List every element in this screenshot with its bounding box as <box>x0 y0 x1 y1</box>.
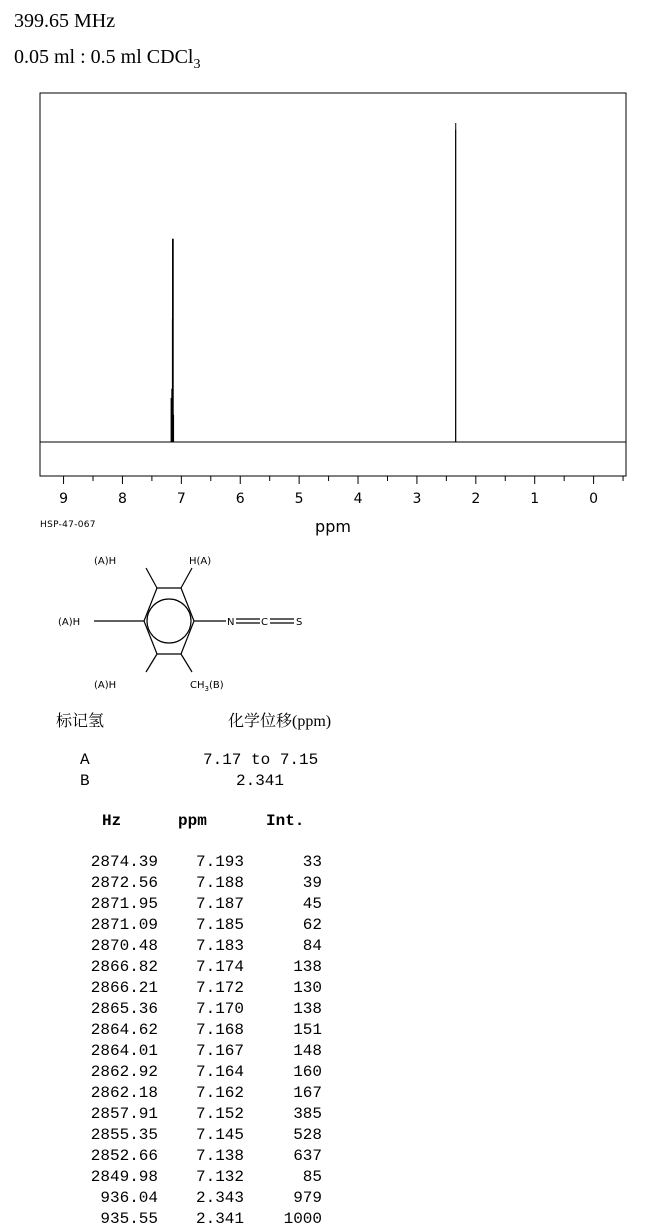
methyl-text: CH <box>190 680 205 691</box>
hz-cell: 935.55 <box>100 1210 158 1228</box>
hz-cell: 2864.01 <box>90 1042 158 1060</box>
x-tick-label: 0 <box>589 491 599 507</box>
col-header-hz: Hz <box>102 812 122 830</box>
intensity-cell: 151 <box>293 1021 322 1039</box>
table-row <box>70 852 322 873</box>
intensity-cell: 1000 <box>283 1210 322 1228</box>
bond <box>181 568 192 588</box>
atom-h-top-left: (A)H <box>94 556 117 567</box>
atom-n: N <box>227 617 235 628</box>
ppm-cell: 7.174 <box>195 958 244 976</box>
x-tick-label: 7 <box>176 491 186 507</box>
hz-cell: 2862.18 <box>90 1084 158 1102</box>
assignment-shift: 7.17 to 7.15 <box>203 751 319 769</box>
atom-s: S <box>296 617 303 628</box>
table-row <box>70 1209 322 1230</box>
aromatic-circle <box>147 599 191 643</box>
benzene-ring <box>144 588 194 654</box>
ppm-cell: 7.164 <box>195 1063 244 1081</box>
spectrometer-frequency: 399.65 MHz <box>14 10 116 32</box>
peak-series <box>171 123 456 442</box>
table-row <box>70 936 322 957</box>
sample-subscript: 3 <box>193 57 201 72</box>
atom-h-top-right: H(A) <box>189 556 212 567</box>
x-tick-label: 9 <box>59 491 69 507</box>
atom-methyl <box>190 680 224 693</box>
peak-table <box>70 852 322 1230</box>
ppm-cell: 2.343 <box>195 1189 244 1207</box>
hz-cell: 2871.95 <box>90 895 158 913</box>
hz-cell: 2864.62 <box>90 1021 158 1039</box>
intensity-cell: 385 <box>293 1105 322 1123</box>
sample-text: 0.05 ml : 0.5 ml CDCl <box>14 46 194 68</box>
molecule-structure <box>50 548 330 698</box>
x-tick-label: 5 <box>294 491 304 507</box>
x-tick-label: 1 <box>530 491 540 507</box>
table-row <box>70 1083 322 1104</box>
hz-cell: 2862.92 <box>90 1063 158 1081</box>
ppm-cell: 7.168 <box>195 1021 244 1039</box>
ppm-cell: 7.167 <box>195 1042 244 1060</box>
bond <box>146 654 157 672</box>
atom-c: C <box>261 617 268 628</box>
table-row <box>70 1062 322 1083</box>
table-row <box>70 1188 322 1209</box>
intensity-cell: 148 <box>293 1042 322 1060</box>
ppm-cell: 7.145 <box>195 1126 244 1144</box>
intensity-cell: 33 <box>302 853 322 871</box>
bond <box>181 654 192 672</box>
ppm-cell: 7.162 <box>195 1084 244 1102</box>
x-tick-label: 8 <box>117 491 127 507</box>
x-tick-label: 3 <box>412 491 422 507</box>
intensity-cell: 167 <box>293 1084 322 1102</box>
intensity-cell: 130 <box>293 979 322 997</box>
hz-cell: 2866.82 <box>90 958 158 976</box>
hz-cell: 2872.56 <box>90 874 158 892</box>
table-row <box>70 1167 322 1188</box>
hz-cell: 2852.66 <box>90 1147 158 1165</box>
ppm-cell: 2.341 <box>195 1210 244 1228</box>
hz-cell: 2855.35 <box>90 1126 158 1144</box>
table-row <box>70 1125 322 1146</box>
methyl-tag: (B) <box>208 680 224 691</box>
atom-h-left: (A)H <box>58 617 81 628</box>
table-row <box>70 999 322 1020</box>
x-tick-label: 6 <box>235 491 245 507</box>
ppm-cell: 7.172 <box>195 979 244 997</box>
label-header: 标记氢 <box>56 713 105 730</box>
hz-cell: 2865.36 <box>90 1000 158 1018</box>
intensity-cell: 138 <box>293 1000 322 1018</box>
intensity-cell: 45 <box>302 895 322 913</box>
ppm-cell: 7.193 <box>195 853 244 871</box>
x-axis-label: ppm <box>315 517 351 536</box>
assignment-label: A <box>80 751 90 769</box>
col-header-int: Int. <box>266 812 305 830</box>
hz-cell: 2870.48 <box>90 937 158 955</box>
table-row <box>70 1020 322 1041</box>
ppm-cell: 7.183 <box>195 937 244 955</box>
hz-cell: 2866.21 <box>90 979 158 997</box>
shift-header: 化学位移(ppm) <box>228 713 332 730</box>
intensity-cell: 160 <box>293 1063 322 1081</box>
intensity-cell: 62 <box>302 916 322 934</box>
ppm-cell: 7.187 <box>195 895 244 913</box>
hz-cell: 2857.91 <box>90 1105 158 1123</box>
hz-cell: 936.04 <box>100 1189 158 1207</box>
x-tick-label: 2 <box>471 491 481 507</box>
hz-cell: 2849.98 <box>90 1168 158 1186</box>
x-axis <box>59 476 623 507</box>
table-row <box>70 1104 322 1125</box>
table-row <box>70 915 322 936</box>
assignment-label: B <box>80 772 90 790</box>
hz-cell: 2871.09 <box>90 916 158 934</box>
nmr-spectrum-chart <box>0 0 652 545</box>
table-row <box>70 957 322 978</box>
atom-h-bottom-left: (A)H <box>94 680 117 691</box>
table-row <box>70 873 322 894</box>
intensity-cell: 138 <box>293 958 322 976</box>
ppm-cell: 7.185 <box>195 916 244 934</box>
bond <box>146 568 157 588</box>
intensity-cell: 528 <box>293 1126 322 1144</box>
ppm-cell: 7.138 <box>195 1147 244 1165</box>
hz-cell: 2874.39 <box>90 853 158 871</box>
plot-frame <box>40 93 626 476</box>
table-row <box>70 1041 322 1062</box>
ppm-cell: 7.152 <box>195 1105 244 1123</box>
intensity-cell: 85 <box>302 1168 322 1186</box>
intensity-cell: 39 <box>302 874 322 892</box>
ppm-cell: 7.170 <box>195 1000 244 1018</box>
assignment-shift: 2.341 <box>236 772 285 790</box>
methyl-subscript: 3 <box>204 685 209 693</box>
ppm-cell: 7.188 <box>195 874 244 892</box>
intensity-cell: 637 <box>293 1147 322 1165</box>
ppm-cell: 7.132 <box>195 1168 244 1186</box>
col-header-ppm: ppm <box>178 812 207 830</box>
intensity-cell: 979 <box>293 1189 322 1207</box>
table-row <box>70 978 322 999</box>
intensity-cell: 84 <box>302 937 322 955</box>
x-tick-label: 4 <box>353 491 363 507</box>
spectrum-code: HSP-47-067 <box>40 520 96 530</box>
table-row <box>70 894 322 915</box>
table-row <box>70 1146 322 1167</box>
